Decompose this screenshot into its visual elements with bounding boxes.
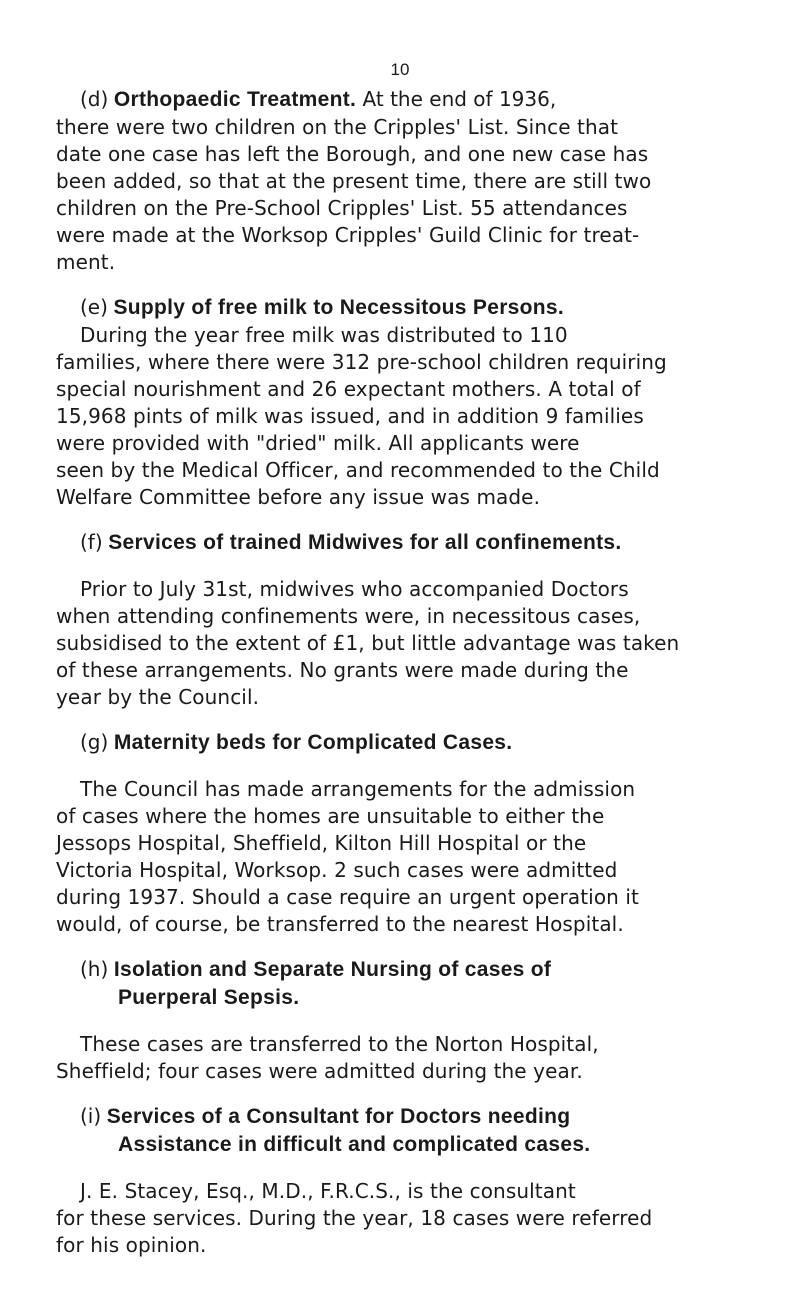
section-f-line-1: when attending confinements were, in necessitous cases, — [56, 604, 641, 628]
section-h-heading-cont — [118, 984, 756, 1012]
section-e-line-4: were provided with "dried" milk. All applicants were — [56, 431, 580, 455]
section-g-maternity-beds — [56, 729, 756, 938]
section-d-orthopaedic-treatment — [56, 86, 756, 276]
section-e-line-6: Welfare Committee before any issue was made. — [56, 485, 541, 509]
section-e-line-2: special nourishment and 26 expectant mothers. A total of — [56, 377, 641, 401]
section-e-line-0: During the year free milk was distributed to 110 — [80, 323, 568, 347]
section-e-line-1: families, where there were 312 pre-school children requiring — [56, 350, 667, 374]
section-f-line-3: of these arrangements. No grants were made during the — [56, 658, 629, 682]
section-d-line-3: been added, so that at the present time, there are still two — [56, 169, 652, 193]
section-h-title-line-1: Isolation and Separate Nursing of cases of — [113, 958, 552, 981]
section-g-heading — [56, 729, 756, 757]
section-i-letter: (i) — [80, 1104, 102, 1128]
page-number: 10 — [390, 60, 410, 79]
section-d-line-4: children on the Pre-School Cripples' List. 55 attendances — [56, 196, 628, 220]
section-e-heading — [56, 294, 756, 322]
section-h-letter: (h) — [80, 957, 109, 981]
section-g-line-5: would, of course, be transferred to the nearest Hospital. — [56, 912, 624, 936]
section-i-consultant — [56, 1103, 756, 1259]
section-f-title: Services of trained Midwives for all confinements. — [108, 531, 622, 554]
section-g-letter: (g) — [80, 730, 109, 754]
section-d-letter: (d) — [80, 87, 109, 111]
section-h-title-line-2: Puerperal Sepsis. — [118, 986, 300, 1009]
section-i-title-line-2: Assistance in difficult and complicated cases. — [118, 1133, 591, 1156]
section-h-line-1: Sheffield; four cases were admitted during the year. — [56, 1059, 583, 1083]
section-g-line-4: during 1937. Should a case require an urgent operation it — [56, 885, 639, 909]
section-h-isolation — [56, 956, 756, 1085]
section-d-line-6: ment. — [56, 250, 116, 274]
section-e-line-5: seen by the Medical Officer, and recommended to the Child — [56, 458, 660, 482]
section-d-line-2: date one case has left the Borough, and one new case has — [56, 142, 649, 166]
section-d-line-1: there were two children on the Cripples' List. Since that — [56, 115, 619, 139]
section-h-line-0: These cases are transferred to the Norton Hospital, — [80, 1032, 599, 1056]
section-i-title-line-1: Services of a Consultant for Doctors needing — [106, 1105, 571, 1128]
section-f-line-2: subsidised to the extent of £1, but little advantage was taken — [56, 631, 680, 655]
section-d-first-line — [56, 86, 756, 114]
section-g-line-2: Jessops Hospital, Sheffield, Kilton Hill Hospital or the — [56, 831, 587, 855]
section-f-heading — [56, 529, 756, 557]
section-i-line-2: for his opinion. — [56, 1233, 207, 1257]
section-h-heading — [56, 956, 756, 984]
section-f-midwives — [56, 529, 756, 711]
section-f-letter: (f) — [80, 530, 103, 554]
section-i-line-1: for these services. During the year, 18 cases were referred — [56, 1206, 653, 1230]
section-e-letter: (e) — [80, 295, 108, 319]
section-g-line-1: of cases where the homes are unsuitable to either the — [56, 804, 605, 828]
section-g-line-0: The Council has made arrangements for the admission — [80, 777, 636, 801]
section-g-line-3: Victoria Hospital, Worksop. 2 such cases were admitted — [56, 858, 618, 882]
section-i-heading-cont — [118, 1131, 756, 1159]
section-e-line-3: 15,968 pints of milk was issued, and in addition 9 families — [56, 404, 644, 428]
section-d-line-5: were made at the Worksop Cripples' Guild Clinic for treat- — [56, 223, 640, 247]
section-d-line-0: At the end of 1936, — [356, 87, 557, 111]
section-e-free-milk — [56, 294, 756, 511]
section-i-line-0: J. E. Stacey, Esq., M.D., F.R.C.S., is the consultant — [80, 1179, 576, 1203]
document-body — [56, 86, 756, 1259]
section-f-line-4: year by the Council. — [56, 685, 260, 709]
section-i-heading — [56, 1103, 756, 1131]
section-d-title: Orthopaedic Treatment. — [113, 88, 357, 111]
section-e-title: Supply of free milk to Necessitous Persons. — [113, 296, 565, 319]
section-f-line-0: Prior to July 31st, midwives who accompanied Doctors — [80, 577, 629, 601]
section-g-title: Maternity beds for Complicated Cases. — [113, 731, 513, 754]
